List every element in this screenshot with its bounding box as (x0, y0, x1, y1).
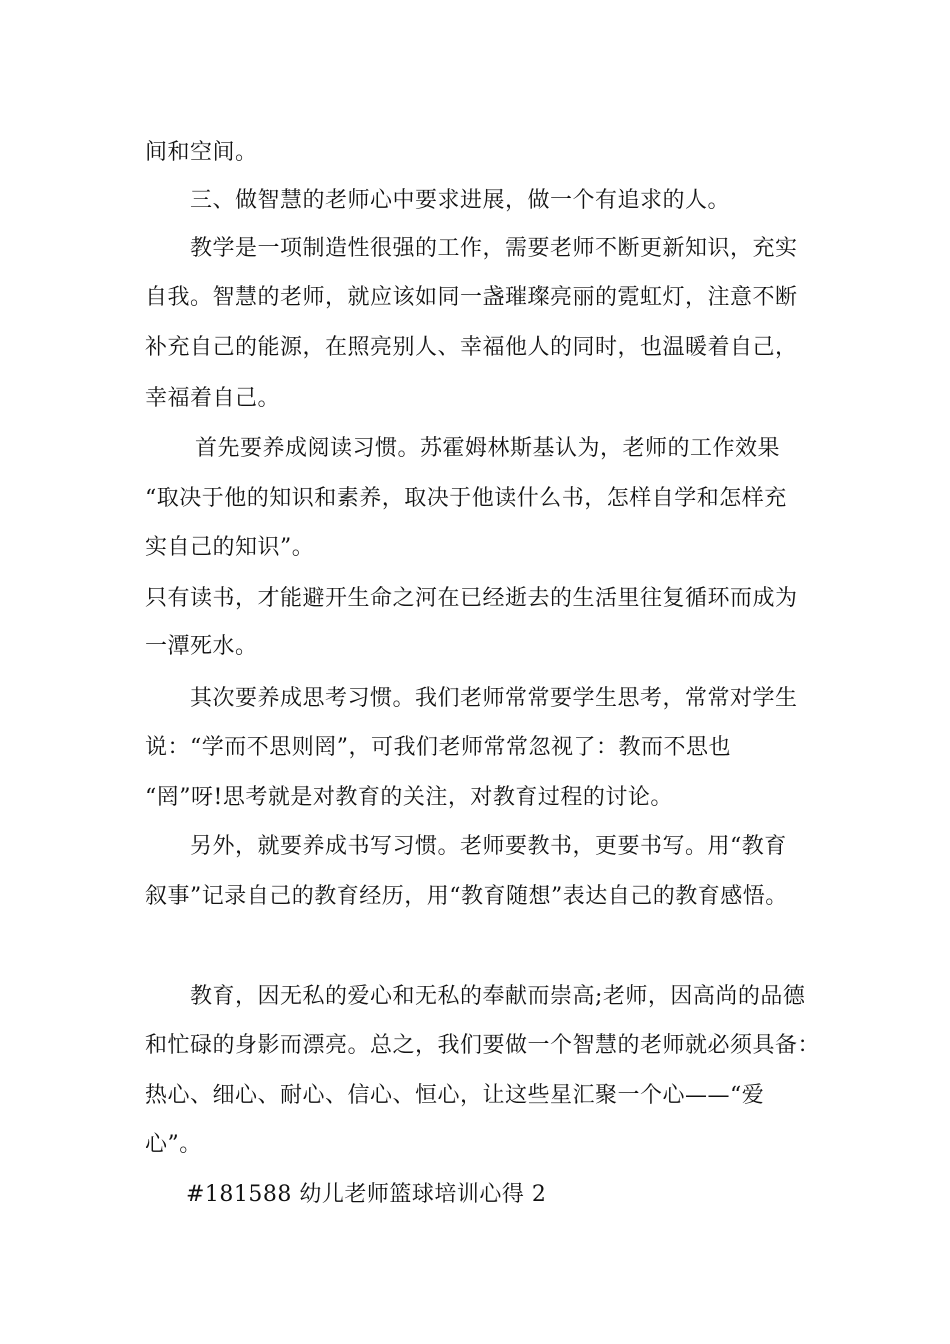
text-line: “罔”呀!思考就是对教育的关注，对教育过程的讨论。 (145, 785, 673, 810)
text-line: 和忙碌的身影而漂亮。总之，我们要做一个智慧的老师就必须具备： (145, 1033, 821, 1058)
text-line: “取决于他的知识和素养，取决于他读什么书，怎样自学和怎样充 (145, 486, 787, 511)
text-line: 教学是一项制造性很强的工作，需要老师不断更新知识，充实 (190, 236, 798, 261)
text-line: 首先要养成阅读习惯。苏霍姆林斯基认为，老师的工作效果 (195, 436, 781, 461)
text-line: 另外，就要养成书写习惯。老师要教书，更要书写。用“教育 (190, 834, 787, 859)
text-line: 心”。 (145, 1132, 202, 1157)
text-line: 间和空间。 (145, 140, 258, 165)
text-line: 只有读书，才能避开生命之河在已经逝去的生活里往复循环而成为 (145, 586, 798, 611)
text-line: 教育，因无私的爱心和无私的奉献而崇高;老师，因高尚的品德 (190, 984, 806, 1009)
text-line: 说：“学而不思则罔”，可我们老师常常忽视了：教而不思也 (145, 735, 731, 760)
text-line: 热心、细心、耐心、信心、恒心，让这些星汇聚一个心——“爱 (145, 1083, 765, 1108)
text-line: 实自己的知识”。 (145, 535, 315, 560)
text-line: 其次要养成思考习惯。我们老师常常要学生思考，常常对学生 (190, 686, 798, 711)
text-line: 补充自己的能源，在照亮别人、幸福他人的同时，也温暖着自己， (145, 335, 798, 360)
section-heading: 三、做智慧的老师心中要求进展，做一个有追求的人。 (190, 188, 731, 213)
text-line: 叙事”记录自己的教育经历，用“教育随想”表达自己的教育感悟。 (145, 884, 788, 909)
text-line: 自我。智慧的老师，就应该如同一盏璀璨亮丽的霓虹灯，注意不断 (145, 285, 798, 310)
text-line: 幸福着自己。 (145, 386, 281, 411)
next-section-title: #181588 幼儿老师篮球培训心得 2 (186, 1182, 547, 1207)
text-line: 一潭死水。 (145, 634, 258, 659)
